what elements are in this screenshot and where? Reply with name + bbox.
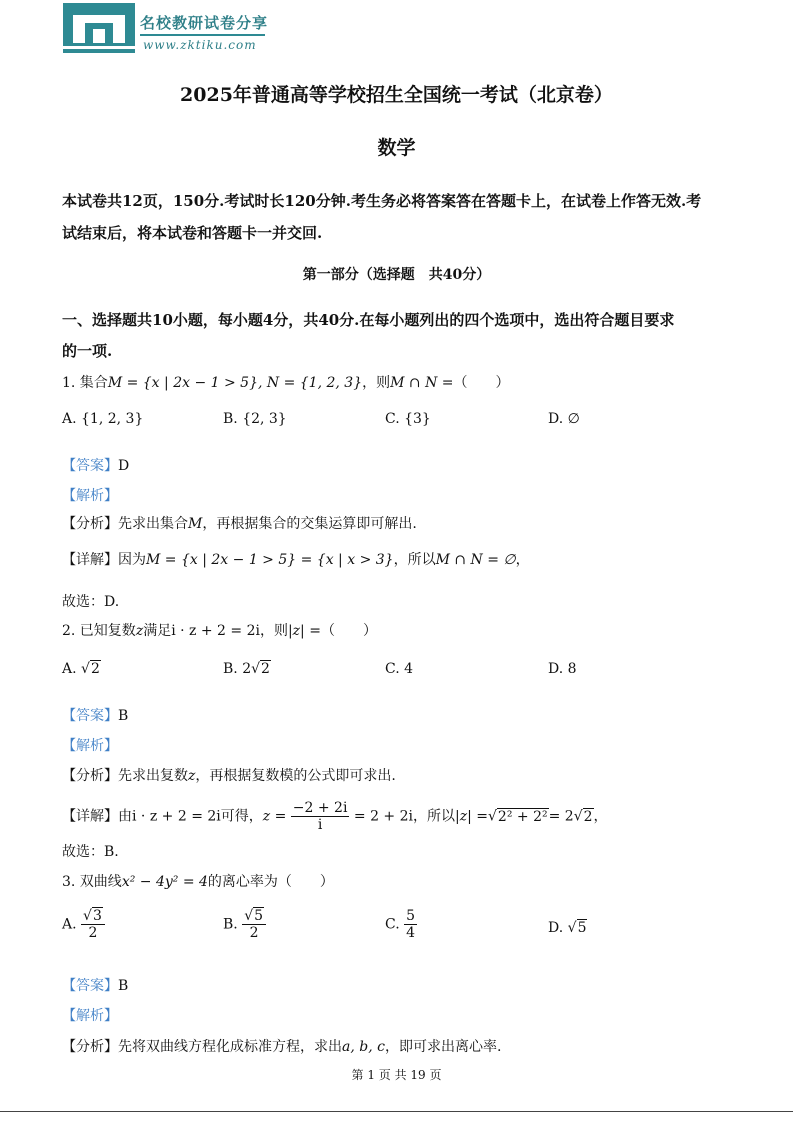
q2-answer: 【答案】B <box>62 708 129 724</box>
q2-option-a: A. √2 <box>62 661 100 677</box>
q1-set-m: M = {x | 2x − 1 > 5}, N = {1, 2, 3} <box>107 375 363 391</box>
q2-option-c: C. 4 <box>385 661 414 677</box>
part-title: 第一部分（选择题 共40分） <box>302 267 491 283</box>
q1-analysis-label: 【解析】 <box>62 488 118 504</box>
q1-stem: 1. 集合M = {x | 2x − 1 > 5}, N = {1, 2, 3}，则M ∩ N =（ ） <box>62 375 510 391</box>
q3-option-b: B. $\frac{√5}{2}$ <box>223 908 266 941</box>
q2-option-d: D. 8 <box>548 661 577 677</box>
intro-line-2: 试结束后，将本试卷和答题卡一并交回. <box>62 224 323 242</box>
intro-line-1: 本试卷共12页，150分.考试时长120分钟.考生务必将答案答在答题卡上，在试卷上作答无效.考 <box>62 192 702 210</box>
q1-option-a: A. {1, 2, 3} <box>62 411 144 427</box>
section-line-2: 的一项. <box>62 342 113 360</box>
q3-option-d: D. √5 <box>548 920 587 936</box>
q2-stem: 2. 已知复数z满足i · z + 2 = 2i，则|z| =（ ） <box>62 623 377 639</box>
exam-title: 2025年普通高等学校招生全国统一考试（北京卷） <box>180 84 613 106</box>
q3-analysis-label: 【解析】 <box>62 1008 118 1024</box>
logo-mark <box>63 3 135 53</box>
logo-url: www.zktiku.com <box>143 38 257 52</box>
q1-detail: 【详解】因为M = {x | 2x − 1 > 5} = {x | x > 3}，所以M ∩ N = ∅， <box>62 552 530 568</box>
q1-conclusion: 故选：D. <box>62 594 120 610</box>
q1-option-b: B. {2, 3} <box>223 411 287 427</box>
q3-fenxi: 【分析】先将双曲线方程化成标准方程，求出a, b, c，即可求出离心率. <box>62 1039 502 1055</box>
logo-divider <box>140 34 265 36</box>
q2-conclusion: 故选：B. <box>62 844 119 860</box>
q1-fenxi: 【分析】先求出集合M，再根据集合的交集运算即可解出. <box>62 516 417 532</box>
q3-option-c: C. $\frac{5}{4}$ <box>385 908 416 941</box>
q2-fenxi: 【分析】先求出复数z，再根据复数模的公式即可求出. <box>62 768 396 784</box>
page-number: 第 1 页 共 19 页 <box>351 1068 442 1082</box>
section-line-1: 一、选择题共10小题，每小题4分，共40分.在每小题列出的四个选项中，选出符合题目要求 <box>62 311 675 329</box>
q3-stem: 3. 双曲线x² − 4y² = 4的离心率为（ ） <box>62 874 334 890</box>
q2-analysis-label: 【解析】 <box>62 738 118 754</box>
q1-option-c: C. {3} <box>385 411 431 427</box>
logo-title: 名校教研试卷分享 <box>140 14 269 32</box>
q3-answer: 【答案】B <box>62 978 129 994</box>
q3-option-a: A. $\frac{√3}{2}$ <box>62 908 105 941</box>
q1-option-d: D. ∅ <box>548 411 580 427</box>
subject-title: 数学 <box>377 137 416 159</box>
q2-option-b: B. 2√2 <box>223 661 270 677</box>
q1-answer: 【答案】D <box>62 458 130 474</box>
q2-detail: 【详解】由i · z + 2 = 2i可得，z = $\frac{-2 + 2i}{i}$ = 2 + 2i，所以|z| =√2² + 2²= 2√2， <box>62 800 608 833</box>
bottom-divider <box>0 1111 793 1112</box>
